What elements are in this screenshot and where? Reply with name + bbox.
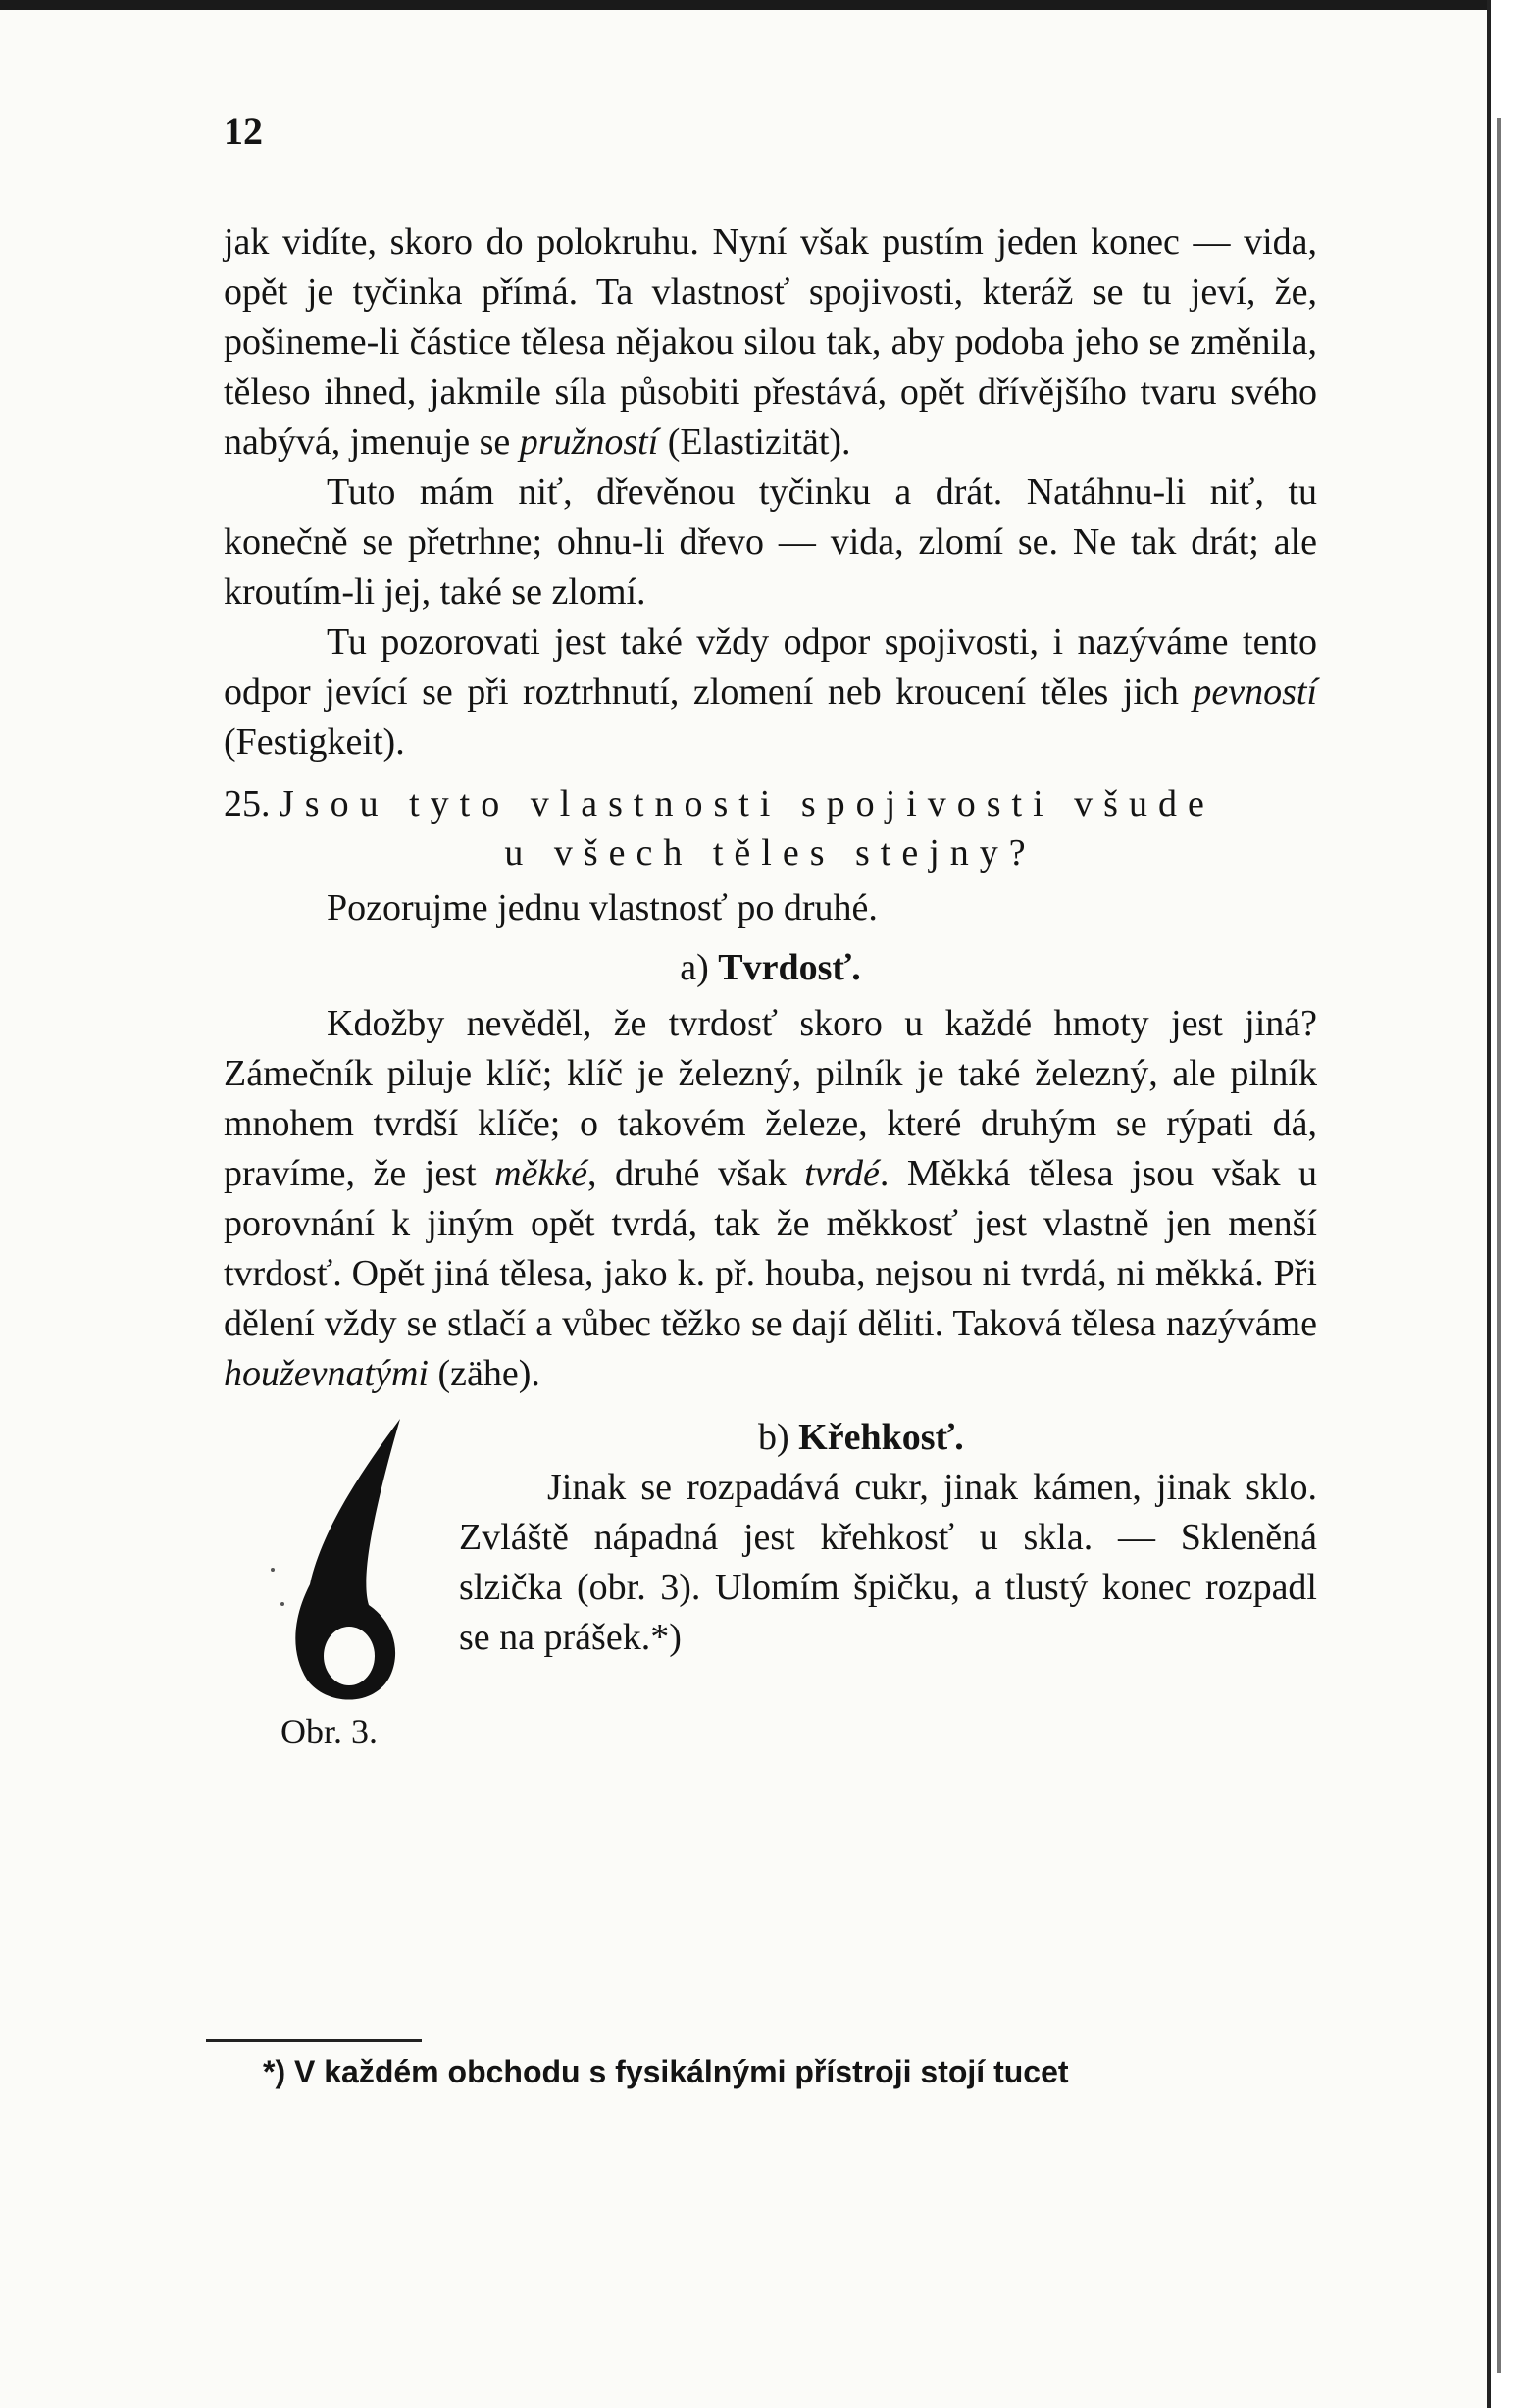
section-number: 25. bbox=[224, 783, 271, 825]
term-hard: tvrdé bbox=[804, 1153, 880, 1194]
term-soft: měkké bbox=[494, 1153, 587, 1194]
figure-caption: Obr. 3. bbox=[280, 1712, 378, 1751]
paragraph-text: (zähe). bbox=[428, 1353, 540, 1394]
paragraph-hardness bbox=[224, 999, 1317, 1399]
paragraph-elasticity bbox=[224, 218, 1317, 468]
paragraph-text: (Festigkeit). bbox=[224, 722, 405, 763]
scan-right-edge bbox=[1487, 0, 1526, 2408]
subsection-heading-brittleness bbox=[459, 1413, 1317, 1463]
section-intro: Pozorujme jednu vlastnosť po druhé. bbox=[327, 887, 878, 928]
section-heading-25 bbox=[224, 779, 1317, 878]
section-title-line2: u všech těles stejny? bbox=[504, 832, 1037, 874]
paragraph-text: (Elastizität). bbox=[658, 422, 851, 463]
section-title-line1: Jsou tyto vlastnosti spojivosti všude bbox=[280, 783, 1215, 825]
footnote-rule bbox=[206, 2039, 422, 2042]
term-strength: pevností bbox=[1193, 672, 1317, 713]
paragraph-strength bbox=[224, 618, 1317, 768]
paragraph-brittleness: Jinak se rozpadává cukr, jinak kámen, jinak sklo. Zvláště nápadná jest křehkosť u skla. — Skleněná slzička (obr. 3). Ulomím špičku, a tlustý konec rozpadl se na prášek.*) bbox=[459, 1467, 1317, 1658]
subsection-title: Tvrdosť. bbox=[718, 947, 861, 988]
subsection-heading-hardness bbox=[224, 943, 1317, 993]
paragraph-text: Kdožby nevěděl, že tvrdosť skoro u každé hmoty jest jiná? Zámečník piluje klíč; klíč je železný, pilník je také železný, ale pilník mnohem tvrdší klíče; o takovém železe, které druhým se rýpati dá, pravíme, že jest bbox=[224, 1003, 1317, 1194]
subsection-label: b) bbox=[758, 1417, 789, 1458]
brittleness-block bbox=[459, 1413, 1317, 1663]
paragraph-text: Tu pozorovati jest také vždy odpor spojivosti, i nazýváme tento odpor jevící se při roztrhnutí, zlomení neb kroucení těles jich bbox=[224, 622, 1317, 713]
paragraph-text: , druhé však bbox=[586, 1153, 805, 1194]
glass-teardrop-figure bbox=[253, 1413, 439, 1736]
paragraph-text: . Měkká tělesa jsou však u porovnání k jiným opět tvrdá, tak že měkkosť jest vlastně jen menší tvrdosť. Opět jiná tělesa, jako k. př. houba, nejsou ni tvrdá, ni měkká. Při dělení vždy se stlačí a vůbec těžko se dají děliti. Taková tělesa nazýváme bbox=[224, 1153, 1317, 1344]
scan-top-edge bbox=[0, 0, 1526, 10]
term-tough: houževnatými bbox=[224, 1353, 429, 1394]
body-text bbox=[224, 218, 1317, 1751]
figure-block bbox=[224, 1413, 1317, 1751]
paragraph-text: jak vidíte, skoro do polokruhu. Nyní však pustím jeden konec — vida, opět je tyčinka přímá. Ta vlastnosť spojivosti, kteráž se tu jeví, že, pošineme-li částice tělesa nějakou silou tak, aby podoba jeho se změnila, těleso ihned, jakmile síla působiti přestává, opět dřívějšího tvaru svého nabývá, jmenuje se bbox=[224, 222, 1317, 463]
term-elasticity: pružností bbox=[519, 422, 659, 463]
footnote: *) V každém obchodu s fysikálnými přístroji stojí tucet bbox=[263, 2054, 1069, 2089]
page-number: 12 bbox=[224, 109, 263, 153]
subsection-label: a) bbox=[680, 947, 709, 988]
paragraph-thread-wood-wire: Tuto mám niť, dřevěnou tyčinku a drát. Natáhnu-li niť, tu konečně se přetrhne; ohnu-li dřevo — vida, zlomí se. Ne tak drát; ale kroutím-li jej, také se zlomí. bbox=[224, 472, 1317, 613]
subsection-title: Křehkosť. bbox=[798, 1417, 964, 1458]
